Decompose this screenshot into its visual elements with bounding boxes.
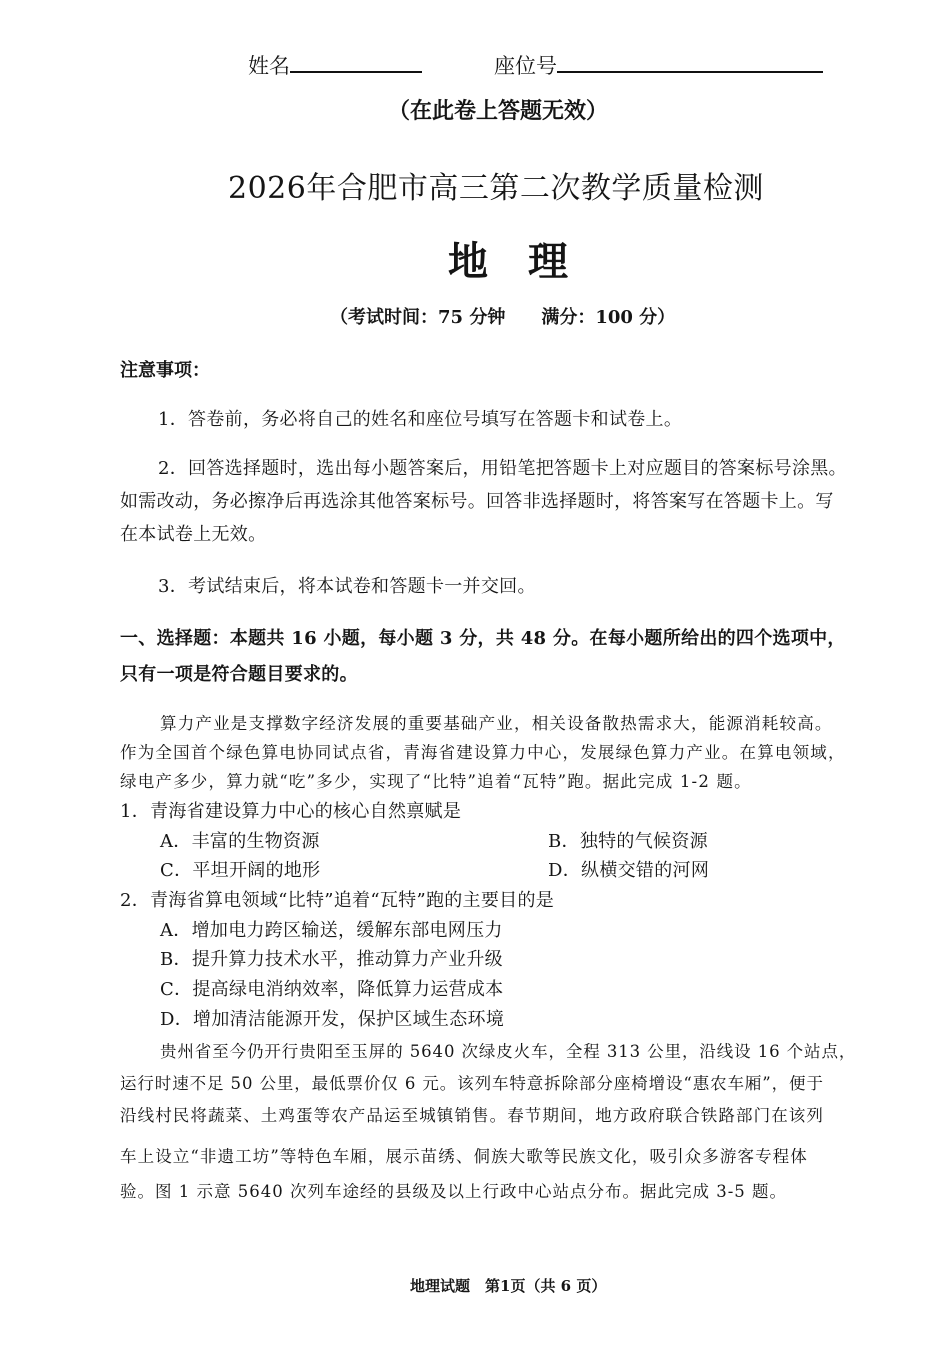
question-1-stem: 1．青海省建设算力中心的核心自然禀赋是 [120, 801, 462, 822]
passage-1-line-2: 作为全国首个绿色算电协同试点省，青海省建设算力中心，发展绿色算力产业。在算电领域， [120, 743, 846, 762]
passage-1-line-3: 绿电产多少，算力就“吃”多少，实现了“比特”追着“瓦特”跑。据此完成 1-2 题。 [120, 772, 752, 791]
passage-1-line-1: 算力产业是支撑数字经济发展的重要基础产业，相关设备散热需求大，能源消耗较高。 [160, 714, 833, 733]
question-2-option-b: B．提升算力技术水平，推动算力产业升级 [160, 949, 503, 970]
passage-2-line-4: 车上设立“非遗工坊”等特色车厢，展示苗绣、侗族大歌等民族文化，吸引众多游客专程体 [120, 1147, 808, 1166]
passage-2-line-5: 验。图 1 示意 5640 次列车途经的县级及以上行政中心站点分布。据此完成 3-5 题。 [120, 1182, 788, 1201]
question-2-stem: 2．青海省算电领域“比特”追着“瓦特”跑的主要目的是 [120, 890, 555, 911]
question-2-option-a: A．增加电力跨区输送，缓解东部电网压力 [160, 920, 503, 941]
notice-heading: 注意事项： [120, 360, 210, 381]
invalid-note: （在此卷上答题无效） [388, 98, 609, 124]
question-1-option-c: C．平坦开阔的地形 [160, 860, 321, 881]
exam-title: 2026年合肥市高三第二次教学质量检测 [228, 171, 764, 206]
seat-label: 座位号 [494, 54, 557, 78]
question-2-option-c: C．提高绿电消纳效率，降低算力运营成本 [160, 979, 504, 1000]
exam-meta: （考试时间：75 分钟 满分：100 分） [330, 307, 676, 328]
name-blank-line [290, 71, 422, 73]
question-1-option-d: D．纵横交错的河网 [548, 860, 710, 881]
name-label: 姓名 [248, 54, 290, 78]
notice-item-2-line-2: 如需改动，务必擦净后再选涂其他答案标号。回答非选择题时，将答案写在答题卡上。写 [120, 491, 834, 512]
name-field [248, 50, 422, 80]
notice-item-2-line-3: 在本试卷上无效。 [120, 524, 267, 545]
subject-title: 地 理 [448, 238, 568, 285]
passage-2-line-3: 沿线村民将蔬菜、土鸡蛋等农产品运至城镇销售。春节期间，地方政府联合铁路部门在该列 [120, 1106, 824, 1125]
seat-blank-line [557, 71, 823, 73]
passage-2-line-1: 贵州省至今仍开行贵阳至玉屏的 5640 次绿皮火车，全程 313 公里，沿线设 16 个站点， [160, 1042, 857, 1061]
page-footer: 地理试题 第1页（共 6 页） [410, 1277, 607, 1295]
question-1-option-b: B．独特的气候资源 [548, 831, 708, 852]
section-1-heading-line-2: 只有一项是符合题目要求的。 [120, 664, 358, 685]
notice-item-2-line-1: 2．回答选择题时，选出每小题答案后，用铅笔把答题卡上对应题目的答案标号涂黑。 [158, 458, 847, 479]
notice-item-1: 1．答卷前，务必将自己的姓名和座位号填写在答题卡和试卷上。 [158, 409, 683, 430]
passage-2-line-2: 运行时速不足 50 公里，最低票价仅 6 元。该列车特意拆除部分座椅增设“惠农车厢”，便于 [120, 1074, 824, 1093]
question-1-option-a: A．丰富的生物资源 [160, 831, 320, 852]
notice-item-3: 3．考试结束后，将本试卷和答题卡一并交回。 [158, 576, 536, 597]
question-2-option-d: D．增加清洁能源开发，保护区域生态环境 [160, 1009, 505, 1030]
section-1-heading-line-1: 一、选择题：本题共 16 小题，每小题 3 分，共 48 分。在每小题所给出的四个选项中， [120, 628, 846, 649]
seat-field [494, 50, 823, 80]
